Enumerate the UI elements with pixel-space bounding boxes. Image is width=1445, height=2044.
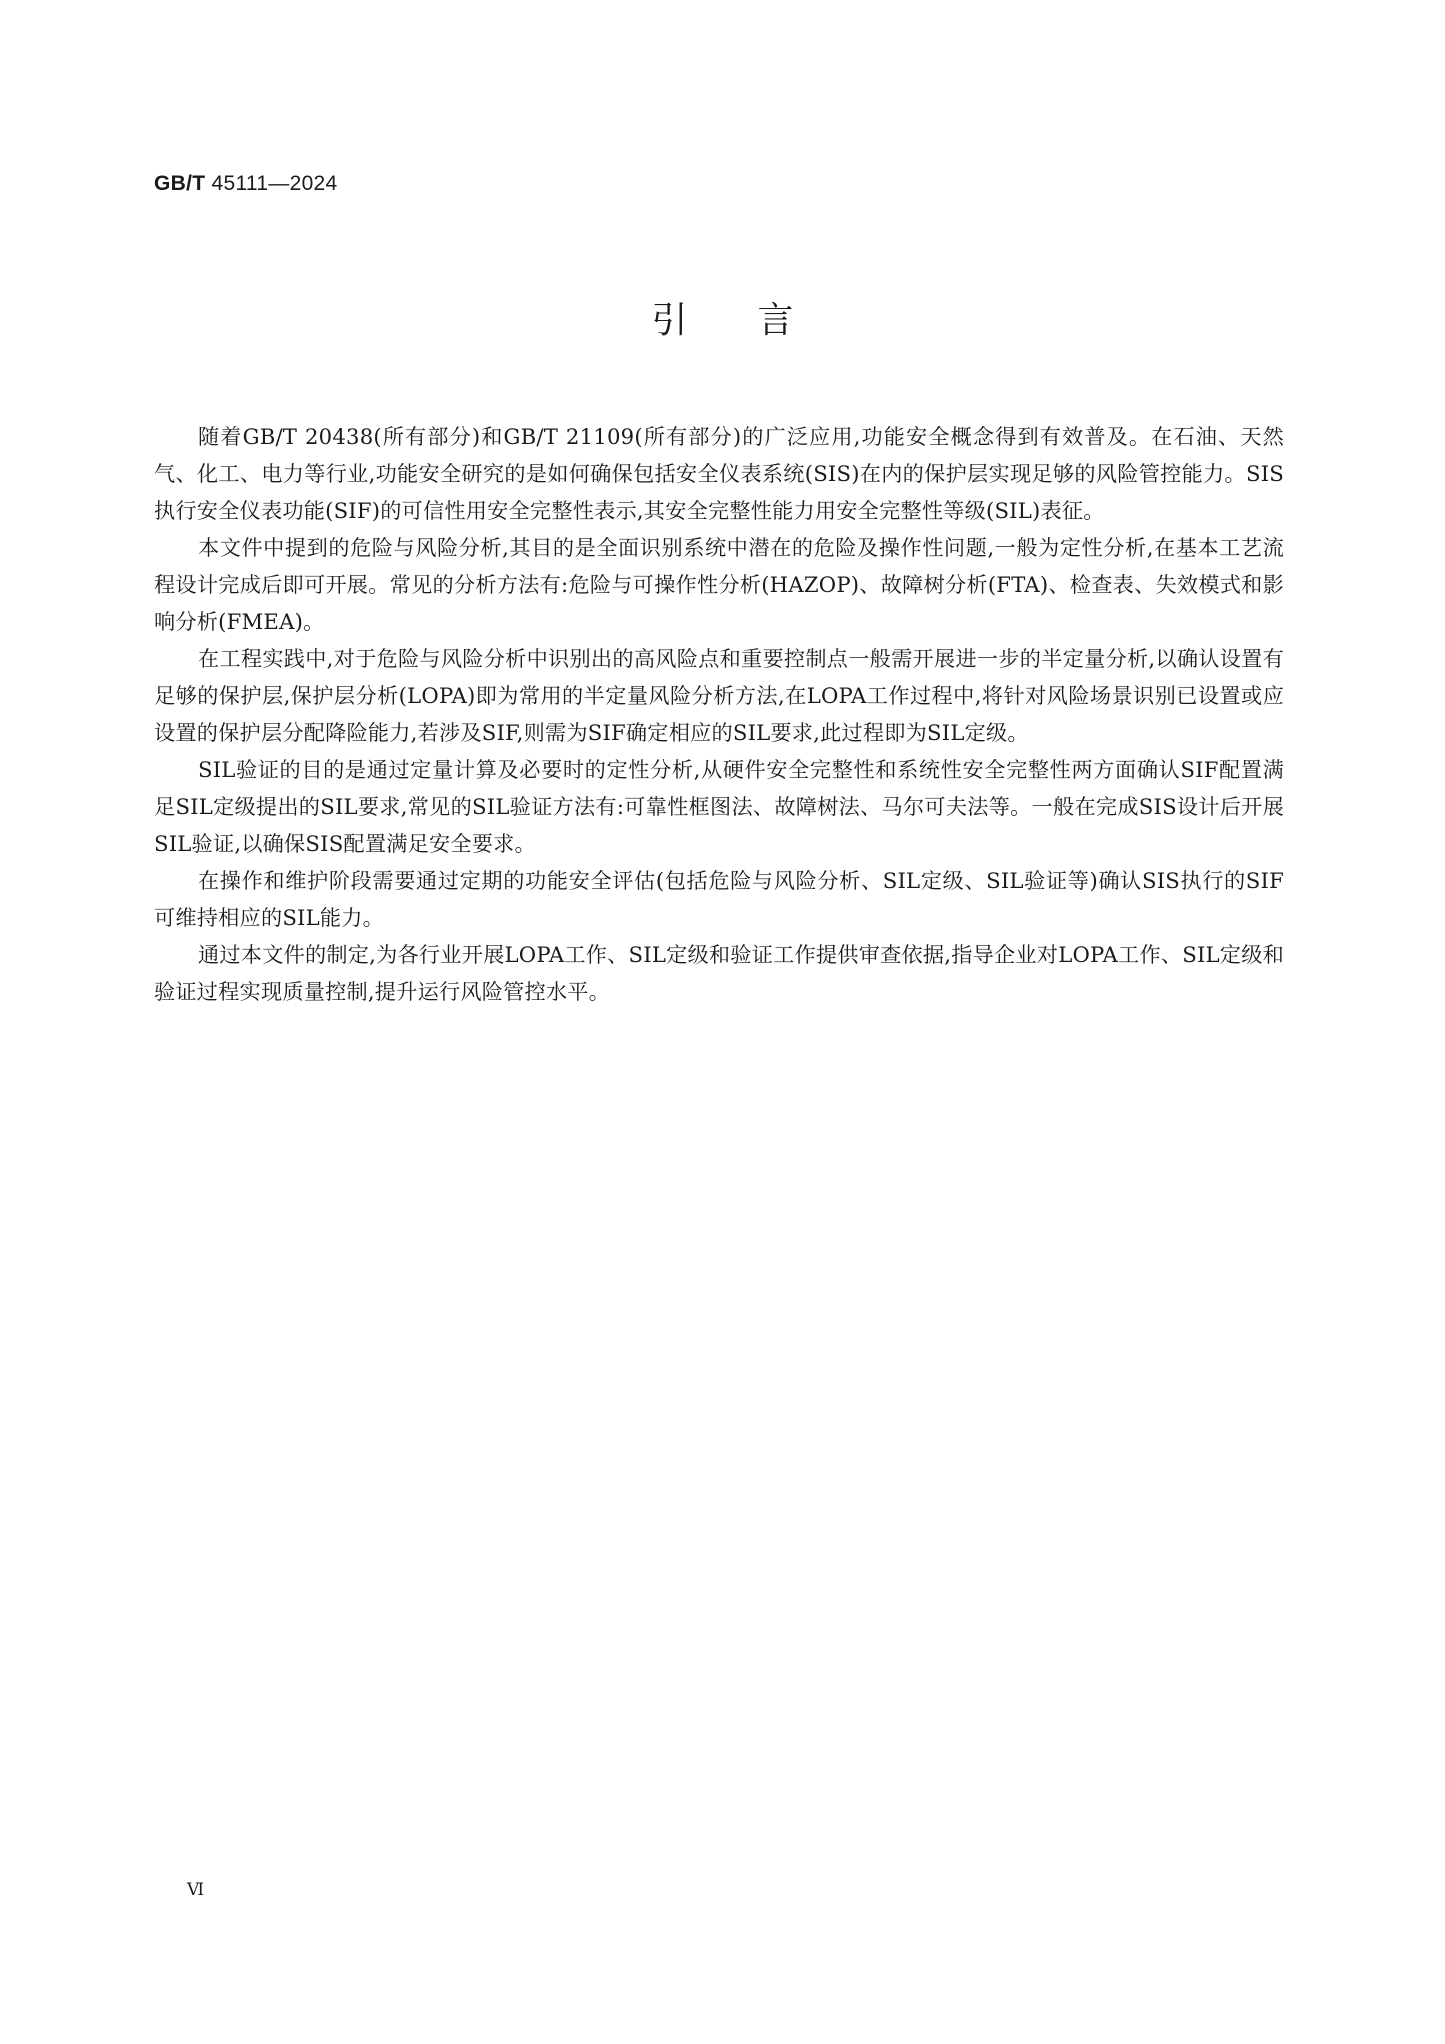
paragraph-6: 通过本文件的制定,为各行业开展LOPA工作、SIL定级和验证工作提供审查依据,指导企业对LOPA工作、SIL定级和验证过程实现质量控制,提升运行风险管控水平。 [154, 942, 1284, 1004]
page-number: Ⅵ [187, 1880, 205, 1900]
paragraph-4: SIL验证的目的是通过定量计算及必要时的定性分析,从硬件安全完整性和系统性安全完整性两方面确认SIF配置满足SIL定级提出的SIL要求,常见的SIL验证方法有:可靠性框图法、故障树法、马尔可夫法等。一般在完成SIS设计后开展SIL验证,以确保SIS配置满足安全要求。 [154, 757, 1284, 856]
paragraph-2: 本文件中提到的危险与风险分析,其目的是全面识别系统中潜在的危险及操作性问题,一般为定性分析,在基本工艺流程设计完成后即可开展。常见的分析方法有:危险与可操作性分析(HAZOP)、故障树分析(FTA)、检查表、失效模式和影响分析(FMEA)。 [154, 535, 1284, 634]
section-title: 引言 [651, 300, 864, 341]
introduction-body [154, 418, 1284, 1010]
paragraph-3: 在工程实践中,对于危险与风险分析中识别出的高风险点和重要控制点一般需开展进一步的半定量分析,以确认设置有足够的保护层,保护层分析(LOPA)即为常用的半定量风险分析方法,在LOPA工作过程中,将针对风险场景识别已设置或应设置的保护层分配降险能力,若涉及SIF,则需为SIF确定相应的SIL要求,此过程即为SIL定级。 [154, 646, 1284, 745]
paragraph-1: 随着GB/T 20438(所有部分)和GB/T 21109(所有部分)的广泛应用,功能安全概念得到有效普及。在石油、天然气、化工、电力等行业,功能安全研究的是如何确保包括安全仪表系统(SIS)在内的保护层实现足够的风险管控能力。SIS执行安全仪表功能(SIF)的可信性用安全完整性表示,其安全完整性能力用安全完整性等级(SIL)表征。 [154, 424, 1284, 523]
standard-number: 45111—2024 [211, 172, 338, 195]
document-code [154, 172, 338, 196]
paragraph-5: 在操作和维护阶段需要通过定期的功能安全评估(包括危险与风险分析、SIL定级、SIL验证等)确认SIS执行的SIF可维持相应的SIL能力。 [154, 868, 1284, 930]
standard-prefix: GB/T [154, 172, 206, 195]
